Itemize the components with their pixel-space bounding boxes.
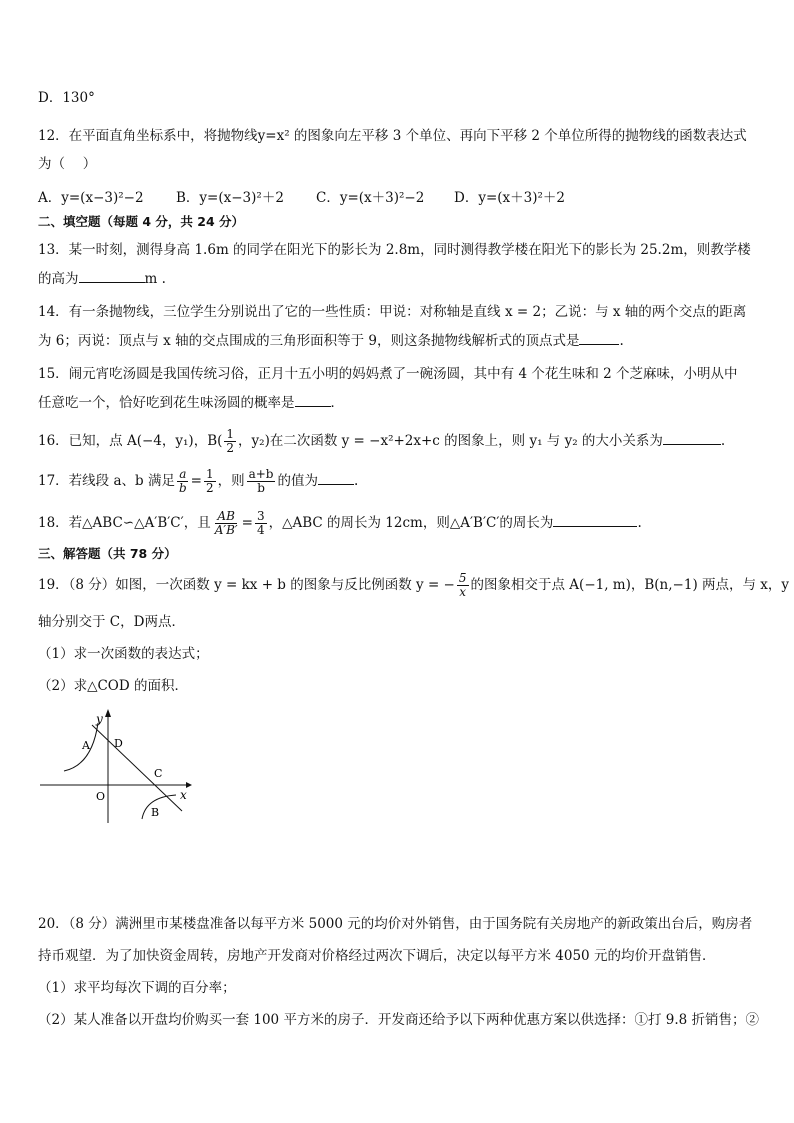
- q12-option-d: D．y=(x＋3)²＋2: [454, 190, 565, 206]
- q14-answer-blank: [579, 330, 619, 345]
- q16-end: .: [720, 433, 726, 449]
- q19-f-num: 5: [458, 571, 467, 585]
- q18-f2-den: 4: [256, 523, 265, 537]
- q19-post: 的图象相交于点 A(−1, m)，B(n,−1) 两点，与 x，y: [470, 577, 790, 593]
- q17-pre: 17．若线段 a、b 满足: [38, 473, 175, 489]
- q12-stem-line1: 12．在平面直角坐标系中，将抛物线y=x² 的图象向左平移 3 个单位、再向下平移 2 个单位所得的抛物线的函数表达式: [38, 128, 747, 144]
- q17-end: .: [353, 473, 359, 489]
- q18-f2-num: 3: [256, 509, 265, 523]
- q13-prefix: 的高为: [38, 271, 79, 287]
- hyperbola-branch-upper-left: [64, 723, 98, 771]
- q18-pre: 18．若△ABC∽△A′B′C′，且: [38, 515, 211, 531]
- label-B: B: [151, 806, 160, 819]
- linear-function-line: [92, 725, 182, 811]
- q17-post: 的值为: [277, 473, 318, 489]
- q16-pre: 16．已知，点 A(−4，y₁)，B(: [38, 433, 223, 449]
- q19-stem-line2: 轴分别交于 C，D两点．: [38, 614, 185, 630]
- q15-stem-line1: 15．闹元宵吃汤圆是我国传统习俗，正月十五小明的妈妈煮了一碗汤圆，其中有 4 个花生味和 2 个芝麻味，小明从中: [38, 366, 738, 382]
- q13-stem-line1: 13．某一时刻，测得身高 1.6m 的同学在阳光下的影长为 2.8m，同时测得教学楼在阳光下的影长为 25.2m，则教学楼: [38, 242, 751, 258]
- q12-stem-line2: 为（ ）: [38, 156, 97, 172]
- section2-title: 二、填空题（每题 4 分，共 24 分）: [38, 214, 245, 229]
- q19-f-den: x: [459, 585, 467, 599]
- q15-end: ．: [330, 395, 344, 411]
- q14-stem-line1: 14．有一条抛物线，三位学生分别说出了它的一些性质：甲说：对称轴是直线 x = 2；乙说：与 x 轴的两个交点的距离: [38, 304, 747, 320]
- q16-frac-num: 1: [226, 427, 235, 441]
- q19-stem-line1: [38, 572, 789, 599]
- q17-f1-num: a: [179, 467, 187, 481]
- label-D: D: [114, 737, 123, 750]
- q17-fraction-sum: [247, 468, 276, 495]
- label-O: O: [96, 790, 106, 803]
- q18-fraction-ab: [213, 510, 240, 537]
- q13-suffix: m .: [144, 271, 166, 287]
- q17-f2-num: 1: [205, 467, 214, 481]
- q15-stem-line2: [38, 392, 344, 413]
- q17-f1-den: b: [178, 481, 187, 495]
- q19-figure: [36, 705, 196, 825]
- q20-stem-line2: 持币观望．为了加快资金周转，房地产开发商对价格经过两次下调后，决定以每平方米 4050 元的均价开盘销售．: [38, 948, 716, 964]
- q18-post: ，△ABC 的周长为 12cm，则△A′B′C′的周长为: [268, 515, 554, 531]
- q16-post: ，y₂)在二次函数 y = −x²+2x+c 的图象上，则 y₁ 与 y₂ 的大小关系为: [238, 433, 663, 449]
- label-y: y: [96, 712, 103, 726]
- section3-title: 三、解答题（共 78 分）: [38, 546, 177, 561]
- q17-answer-blank: [318, 470, 354, 485]
- q16-frac-den: 2: [226, 441, 235, 455]
- q20-sub2: （2）某人准备以开盘均价购买一套 100 平方米的房子．开发商还给予以下两种优惠方案以供选择：①打 9.8 折销售；②: [38, 1012, 759, 1028]
- label-x: x: [180, 788, 187, 802]
- q13-answer-blank: [79, 268, 145, 283]
- q12-option-a: A．y=(x−3)²−2: [38, 190, 144, 206]
- label-A: A: [82, 739, 90, 752]
- q18-f1-den: A′B′: [214, 523, 238, 537]
- q17-fraction-1-2: [204, 468, 216, 495]
- q14-stem-line2: [38, 330, 624, 351]
- q16-fraction: [224, 428, 236, 455]
- q11-option-d: D．130°: [38, 90, 95, 106]
- q18-fraction-3-4: [255, 510, 267, 537]
- label-C: C: [154, 767, 163, 780]
- q17-f3-den: b: [257, 481, 265, 495]
- q12-option-c: C．y=(x＋3)²−2: [316, 190, 425, 206]
- x-axis-arrow: [186, 782, 192, 788]
- q13-stem-line2: [38, 268, 166, 289]
- q18-stem: [38, 510, 642, 537]
- q19-sub2: （2）求△COD 的面积．: [38, 678, 188, 694]
- q17-eq: =: [190, 473, 202, 489]
- q14-end: .: [619, 333, 624, 349]
- q15-text: 任意吃一个，恰好吃到花生味汤圆的概率是: [38, 395, 295, 411]
- y-axis-arrow: [105, 709, 111, 717]
- q17-f2-den: 2: [205, 481, 214, 495]
- q17-mid: ，则: [217, 473, 245, 489]
- q19-fraction: [457, 572, 469, 599]
- q18-f1-num: AB: [217, 509, 235, 523]
- q20-stem-line1: 20．（8 分）满洲里市某楼盘准备以每平方米 5000 元的均价对外销售，由于国务院有关房地产的新政策出台后，购房者: [38, 916, 753, 932]
- q19-pre: 19．（8 分）如图，一次函数 y = kx + b 的图象与反比例函数 y = −: [38, 577, 455, 593]
- q17-f3-num: a+b: [248, 467, 274, 481]
- q18-end: .: [637, 515, 642, 531]
- q14-text: 为 6；丙说：顶点与 x 轴的交点围成的三角形面积等于 9，则这条抛物线解析式的顶点式是: [38, 333, 580, 349]
- q16-answer-blank: [663, 430, 721, 445]
- q18-eq: =: [241, 515, 253, 531]
- q20-sub1: （1）求平均每次下调的百分率；: [38, 980, 236, 996]
- q16-stem: [38, 428, 725, 455]
- q19-sub1: （1）求一次函数的表达式；: [38, 646, 209, 662]
- q18-answer-blank: [553, 512, 637, 527]
- q12-option-b: B．y=(x−3)²＋2: [176, 190, 284, 206]
- q17-stem: [38, 468, 358, 495]
- q15-answer-blank: [295, 392, 331, 407]
- q17-fraction-a-b: [177, 468, 189, 495]
